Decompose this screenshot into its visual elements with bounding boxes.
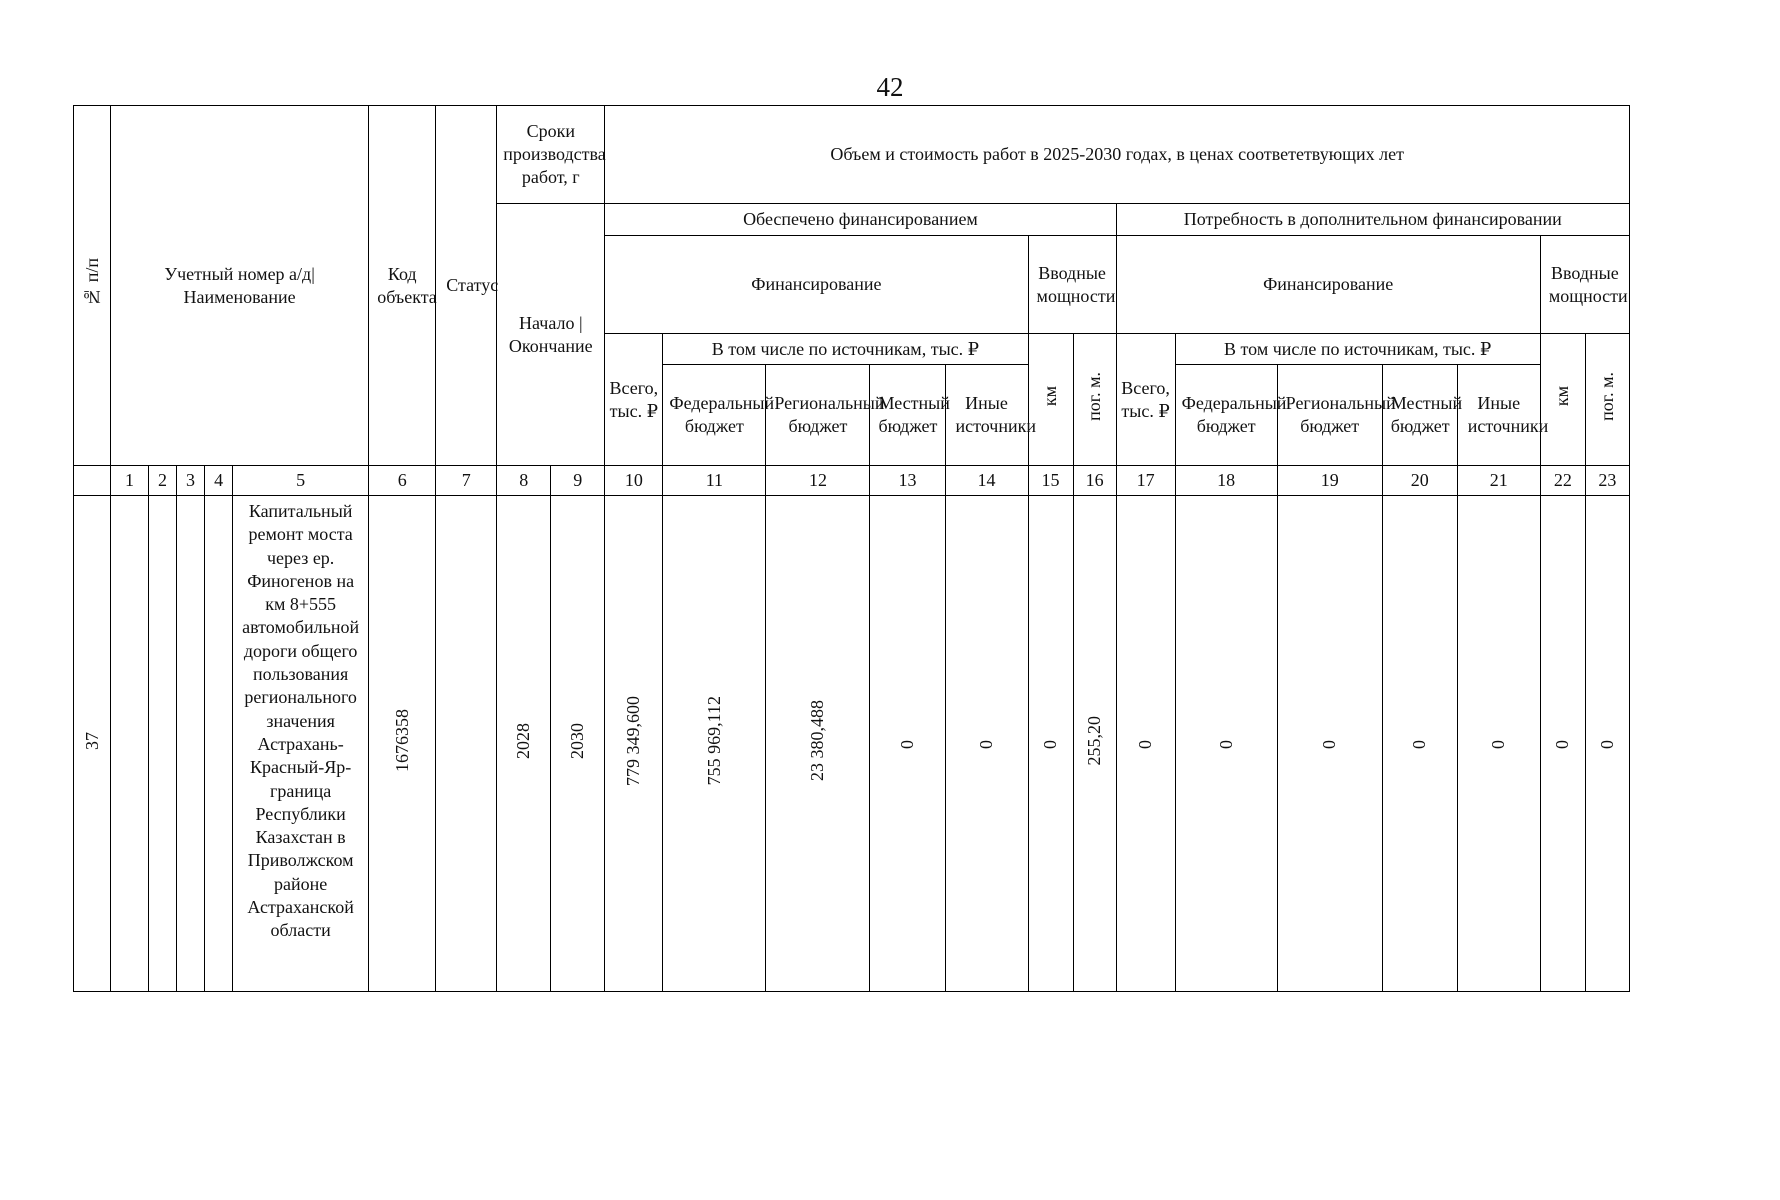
column-number: 17 — [1116, 466, 1175, 496]
column-number: 19 — [1277, 466, 1382, 496]
header-provided: Обеспечено финансированием — [605, 204, 1116, 236]
row-needed-km: 0 — [1540, 496, 1585, 992]
column-number-blank — [74, 466, 111, 496]
header-provided-capacities: Вводные мощности — [1028, 236, 1116, 334]
header-provided-regional: Региональный бюджет — [766, 365, 870, 466]
works-table — [73, 105, 1630, 992]
header-no: № п/п — [74, 106, 111, 466]
row-code: 1676358 — [369, 496, 436, 992]
row-provided-federal: 755 969,112 — [663, 496, 766, 992]
column-number: 12 — [766, 466, 870, 496]
row-provided-local: 0 — [870, 496, 945, 992]
column-number: 7 — [436, 466, 497, 496]
header-status: Статус — [436, 106, 497, 466]
header-terms: Сроки производства работ, г — [497, 106, 605, 204]
row-no: 37 — [74, 496, 111, 992]
header-volume-title: Объем и стоимость работ в 2025-2030 годах, в ценах соответетвующих лет — [605, 106, 1630, 204]
column-number: 4 — [205, 466, 233, 496]
column-number: 13 — [870, 466, 945, 496]
header-needed-by-sources: В том числе по источникам, тыс. ₽ — [1175, 334, 1540, 365]
header-needed-km: км — [1540, 334, 1585, 466]
column-number: 1 — [111, 466, 149, 496]
column-number: 14 — [945, 466, 1028, 496]
page-number: 42 — [876, 72, 904, 102]
header-needed-regional: Региональный бюджет — [1277, 365, 1382, 466]
header-needed-capacities: Вводные мощности — [1540, 236, 1629, 334]
column-number: 23 — [1585, 466, 1629, 496]
column-number: 9 — [551, 466, 605, 496]
row-needed-total: 0 — [1116, 496, 1175, 992]
header-needed-financing: Финансирование — [1116, 236, 1540, 334]
column-number: 15 — [1028, 466, 1073, 496]
row-status — [436, 496, 497, 992]
row-cell-4 — [205, 496, 233, 992]
column-number: 18 — [1175, 466, 1277, 496]
column-number: 21 — [1457, 466, 1540, 496]
table-row — [74, 496, 1630, 992]
header-provided-financing: Финансирование — [605, 236, 1028, 334]
header-needed-total: Всего, тыс. ₽ — [1116, 334, 1175, 466]
column-number: 11 — [663, 466, 766, 496]
header-needed: Потребность в дополнительном финансировании — [1116, 204, 1629, 236]
row-needed-regional: 0 — [1277, 496, 1382, 992]
header-object-code: Код объекта — [369, 106, 436, 466]
row-cell-2 — [149, 496, 177, 992]
column-number: 16 — [1073, 466, 1116, 496]
column-number: 5 — [233, 466, 369, 496]
row-needed-other: 0 — [1457, 496, 1540, 992]
header-needed-other: Иные источники — [1457, 365, 1540, 466]
header-needed-pogm: пог. м. — [1585, 334, 1629, 466]
column-numbers-row — [74, 466, 1630, 496]
row-start: 2028 — [497, 496, 551, 992]
header-provided-by-sources: В том числе по источникам, тыс. ₽ — [663, 334, 1028, 365]
column-number: 2 — [149, 466, 177, 496]
header-provided-km: км — [1028, 334, 1073, 466]
header-needed-federal: Федеральный бюджет — [1175, 365, 1277, 466]
column-number: 8 — [497, 466, 551, 496]
row-needed-local: 0 — [1382, 496, 1457, 992]
row-name: Капитальный ремонт моста через ер. Финогенов на км 8+555 автомобильной дороги общего пользования регионального значения Астрахань-Красный-Яр-граница Республики Казахстан в Приволжском районе Астраханской области — [233, 496, 369, 992]
row-provided-other: 0 — [945, 496, 1028, 992]
header-provided-total: Всего, тыс. ₽ — [605, 334, 663, 466]
row-provided-pogm: 255,20 — [1073, 496, 1116, 992]
column-number: 10 — [605, 466, 663, 496]
header-provided-local: Местный бюджет — [870, 365, 945, 466]
header-needed-local: Местный бюджет — [1382, 365, 1457, 466]
column-number: 22 — [1540, 466, 1585, 496]
row-cell-3 — [177, 496, 205, 992]
row-provided-regional: 23 380,488 — [766, 496, 870, 992]
column-number: 3 — [177, 466, 205, 496]
header-start-end: Начало | Окончание — [497, 204, 605, 466]
row-provided-total: 779 349,600 — [605, 496, 663, 992]
header-provided-other: Иные источники — [945, 365, 1028, 466]
column-number: 6 — [369, 466, 436, 496]
row-needed-federal: 0 — [1175, 496, 1277, 992]
header-provided-pogm: пог. м. — [1073, 334, 1116, 466]
row-provided-km: 0 — [1028, 496, 1073, 992]
header-account-name: Учетный номер а/д| Наименование — [111, 106, 369, 466]
column-number: 20 — [1382, 466, 1457, 496]
row-cell-1 — [111, 496, 149, 992]
row-end: 2030 — [551, 496, 605, 992]
header-provided-federal: Федеральный бюджет — [663, 365, 766, 466]
row-needed-pogm: 0 — [1585, 496, 1629, 992]
